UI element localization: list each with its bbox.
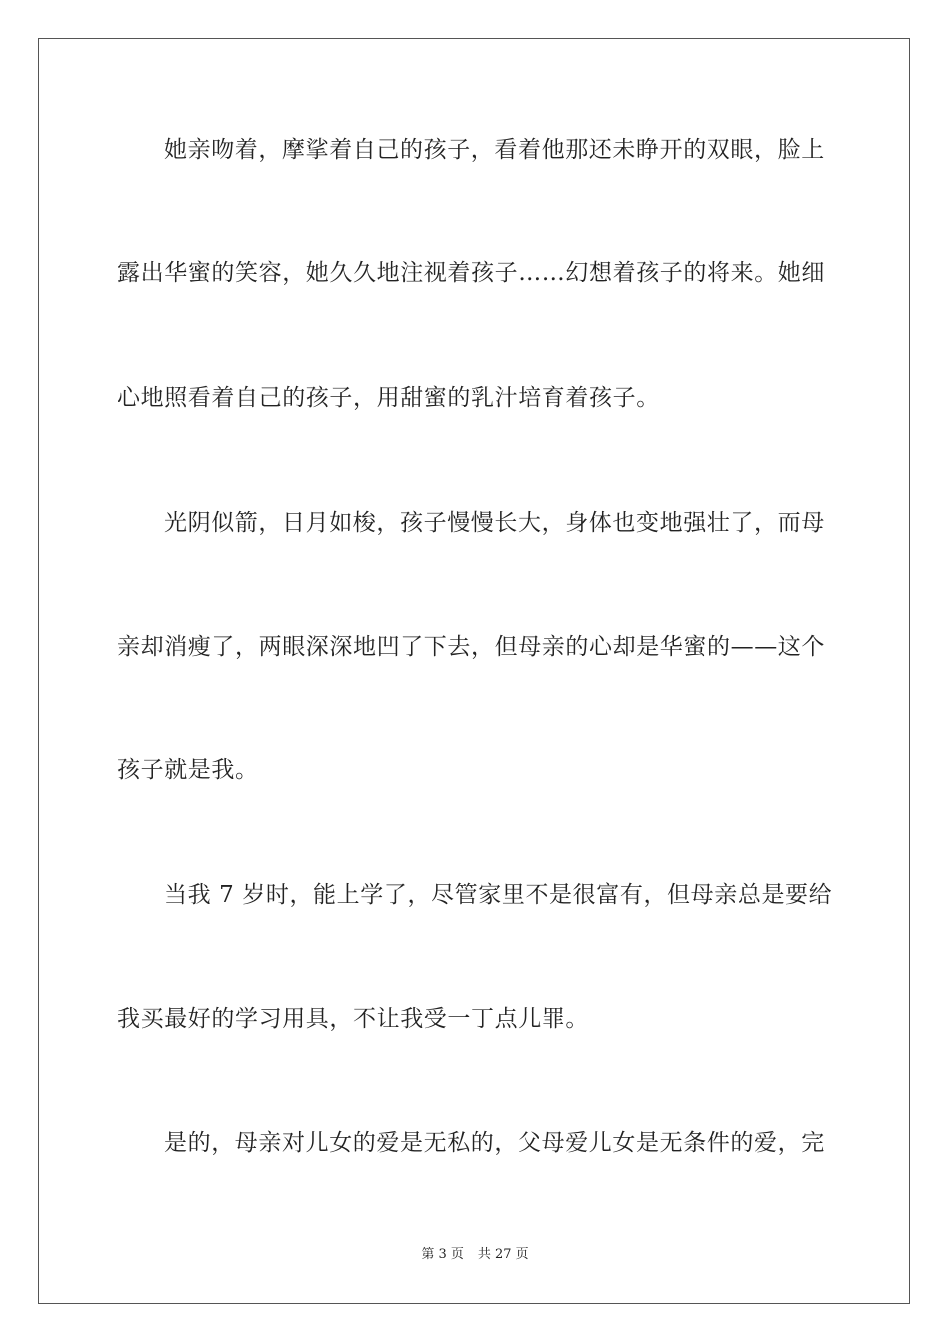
paragraph-3-line-2: 我买最好的学习用具，不让我受一丁点儿罪。	[117, 1006, 589, 1032]
page-number: 第 3 页	[421, 1247, 464, 1262]
paragraph-3-line-1: 当我 7 岁时，能上学了，尽管家里不是很富有，但母亲总是要给	[164, 882, 833, 908]
paragraph-1-line-1: 她亲吻着，摩挲着自己的孩子，看着他那还未睁开的双眼，脸上	[164, 137, 825, 163]
paragraph-1-line-3: 心地照看着自己的孩子，用甜蜜的乳汁培育着孩子。	[117, 385, 660, 411]
page-border	[38, 38, 910, 1304]
paragraph-2-line-1: 光阴似箭，日月如梭，孩子慢慢长大，身体也变地强壮了，而母	[164, 510, 825, 536]
total-pages: 共 27 页	[477, 1247, 529, 1262]
page-footer	[0, 1246, 950, 1264]
paragraph-1-line-2: 露出华蜜的笑容，她久久地注视着孩子……幻想着孩子的将来。她细	[117, 260, 825, 286]
paragraph-2-line-2: 亲却消瘦了，两眼深深地凹了下去，但母亲的心却是华蜜的——这个	[117, 634, 825, 660]
paragraph-4-line-1: 是的，母亲对儿女的爱是无私的，父母爱儿女是无条件的爱，完	[164, 1130, 825, 1156]
paragraph-2-line-3: 孩子就是我。	[117, 757, 259, 783]
